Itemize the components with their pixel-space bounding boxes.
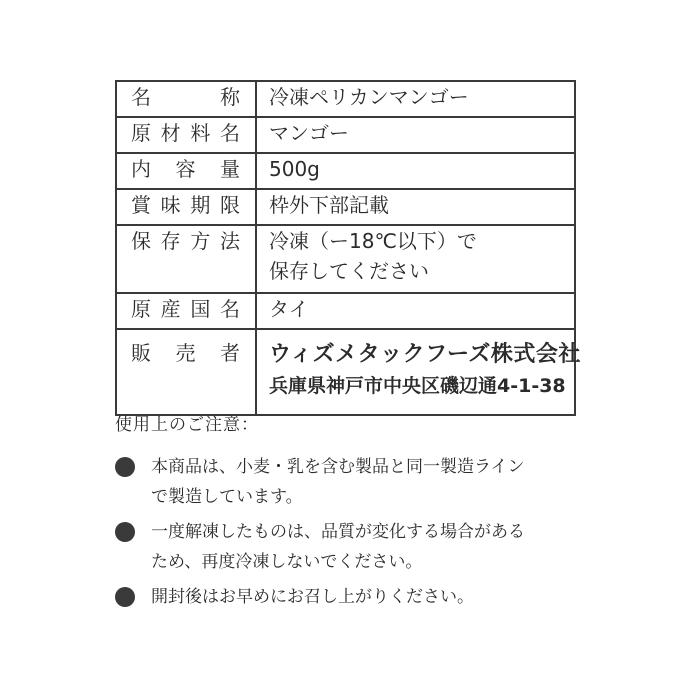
note-2-line-2: ため、再度冷凍しないでください。	[151, 552, 423, 572]
row-content	[116, 153, 575, 189]
row-seller	[116, 329, 575, 415]
key-cell	[116, 225, 256, 293]
origin-key: 原産国名	[131, 297, 241, 321]
row-best-before	[116, 189, 575, 225]
value-cell	[256, 225, 575, 293]
key-cell	[116, 117, 256, 153]
note-1-line-2: で製造しています。	[151, 487, 303, 507]
value-cell	[256, 117, 575, 153]
content-value: 500g	[269, 157, 320, 181]
note-1-line-1: 本商品は、小麦・乳を含む製品と同一製造ライン	[151, 457, 525, 477]
note-3-line-1: 開封後はお早めにお召し上がりください。	[151, 587, 474, 607]
value-cell	[256, 189, 575, 225]
storage-value-line-1: 冷凍（ー18℃以下）で	[269, 229, 477, 253]
bullet-icon	[115, 457, 135, 477]
product-label-table	[115, 80, 581, 416]
bullet-icon	[115, 587, 135, 607]
notes-title: 使用上のご注意：	[115, 415, 259, 435]
note-item	[115, 517, 595, 577]
key-cell	[116, 153, 256, 189]
value-cell	[256, 329, 581, 415]
note-item	[115, 452, 595, 512]
value-cell	[256, 153, 575, 189]
best-before-value: 枠外下部記載	[269, 193, 389, 217]
note-item	[115, 582, 595, 612]
row-name	[116, 81, 575, 117]
ingredients-value: マンゴー	[269, 121, 349, 145]
key-cell	[116, 329, 256, 415]
key-cell	[116, 293, 256, 329]
seller-name: ウィズメタックフーズ株式会社	[269, 342, 581, 367]
content-key: 内容量	[131, 157, 241, 181]
note-2-line-1: 一度解凍したものは、品質が変化する場合がある	[151, 522, 525, 542]
usage-notes	[115, 412, 595, 617]
value-cell	[256, 81, 575, 117]
name-value: 冷凍ペリカンマンゴー	[269, 85, 469, 109]
row-ingredients	[116, 117, 575, 153]
seller-key: 販 売 者	[131, 341, 241, 365]
ingredients-key: 原材料名	[131, 121, 241, 145]
origin-value: タイ	[269, 297, 309, 321]
storage-key: 保存方法	[131, 229, 241, 253]
key-cell	[116, 81, 256, 117]
row-storage	[116, 225, 575, 293]
row-origin	[116, 293, 575, 329]
name-key: 名 称	[131, 85, 241, 109]
best-before-key: 賞味期限	[131, 193, 241, 217]
key-cell	[116, 189, 256, 225]
storage-value-line-2: 保存してください	[269, 259, 429, 283]
value-cell	[256, 293, 575, 329]
bullet-icon	[115, 522, 135, 542]
seller-address: 兵庫県神戸市中央区磯辺通4-1-38	[269, 375, 566, 397]
